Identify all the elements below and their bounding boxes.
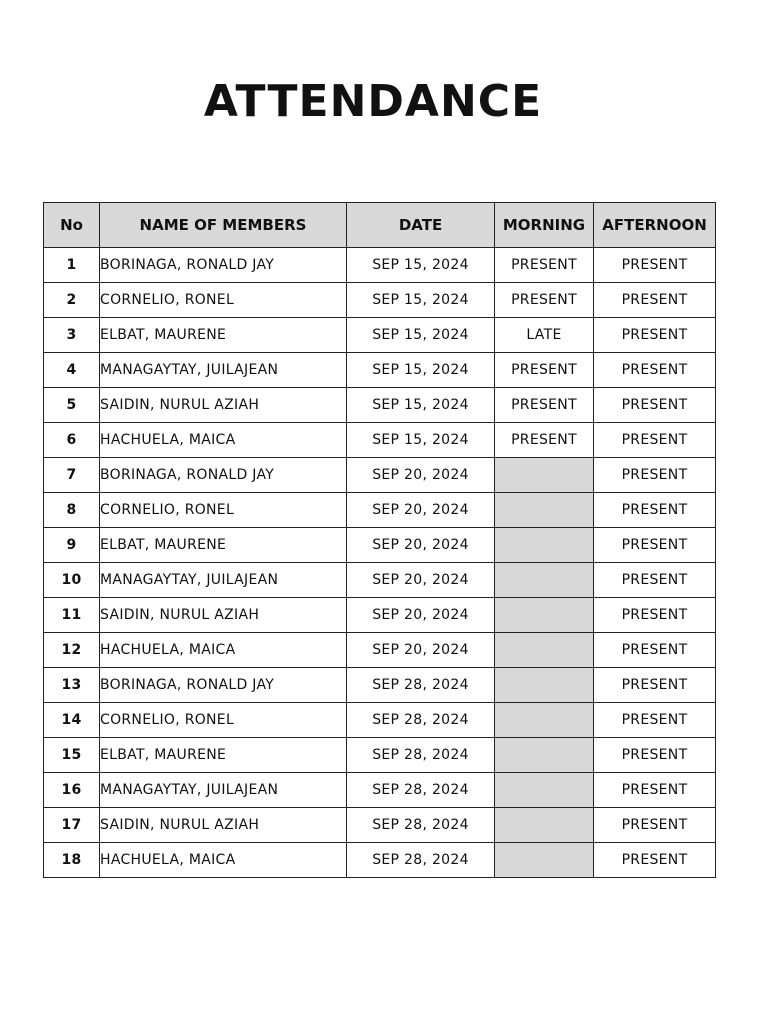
- table-row: [44, 738, 716, 773]
- table-row: [44, 528, 716, 563]
- table-row: [44, 423, 716, 458]
- cell-morning: PRESENT: [495, 248, 594, 283]
- header-date: DATE: [347, 203, 495, 248]
- cell-morning: [495, 738, 594, 773]
- header-no: No: [44, 203, 100, 248]
- cell-no: 5: [44, 388, 100, 423]
- cell-member-name: ELBAT, MAURENE: [100, 528, 347, 563]
- cell-no: 8: [44, 493, 100, 528]
- cell-morning: [495, 843, 594, 878]
- attendance-table: [43, 202, 716, 878]
- cell-morning: [495, 528, 594, 563]
- table-row: [44, 808, 716, 843]
- cell-afternoon: PRESENT: [594, 738, 716, 773]
- cell-afternoon: PRESENT: [594, 808, 716, 843]
- header-row: [44, 203, 716, 248]
- cell-member-name: BORINAGA, RONALD JAY: [100, 458, 347, 493]
- cell-member-name: MANAGAYTAY, JUILAJEAN: [100, 353, 347, 388]
- table-row: [44, 318, 716, 353]
- cell-morning: [495, 458, 594, 493]
- cell-member-name: CORNELIO, RONEL: [100, 703, 347, 738]
- cell-morning: [495, 808, 594, 843]
- cell-date: SEP 28, 2024: [347, 843, 495, 878]
- cell-afternoon: PRESENT: [594, 668, 716, 703]
- table-row: [44, 563, 716, 598]
- cell-afternoon: PRESENT: [594, 458, 716, 493]
- cell-date: SEP 20, 2024: [347, 528, 495, 563]
- cell-no: 7: [44, 458, 100, 493]
- cell-morning: PRESENT: [495, 353, 594, 388]
- page-title: ATTENDANCE: [203, 76, 543, 127]
- cell-morning: [495, 598, 594, 633]
- cell-date: SEP 28, 2024: [347, 738, 495, 773]
- cell-no: 4: [44, 353, 100, 388]
- cell-member-name: MANAGAYTAY, JUILAJEAN: [100, 563, 347, 598]
- cell-date: SEP 15, 2024: [347, 248, 495, 283]
- cell-no: 2: [44, 283, 100, 318]
- cell-afternoon: PRESENT: [594, 633, 716, 668]
- cell-member-name: SAIDIN, NURUL AZIAH: [100, 808, 347, 843]
- cell-morning: PRESENT: [495, 423, 594, 458]
- cell-date: SEP 20, 2024: [347, 458, 495, 493]
- table-row: [44, 248, 716, 283]
- cell-no: 11: [44, 598, 100, 633]
- cell-member-name: MANAGAYTAY, JUILAJEAN: [100, 773, 347, 808]
- table-row: [44, 388, 716, 423]
- cell-no: 10: [44, 563, 100, 598]
- cell-morning: LATE: [495, 318, 594, 353]
- cell-no: 17: [44, 808, 100, 843]
- cell-morning: PRESENT: [495, 388, 594, 423]
- cell-date: SEP 28, 2024: [347, 703, 495, 738]
- cell-date: SEP 15, 2024: [347, 388, 495, 423]
- cell-date: SEP 15, 2024: [347, 353, 495, 388]
- cell-morning: [495, 493, 594, 528]
- table-header: [44, 203, 716, 248]
- cell-afternoon: PRESENT: [594, 843, 716, 878]
- cell-morning: [495, 703, 594, 738]
- cell-member-name: SAIDIN, NURUL AZIAH: [100, 598, 347, 633]
- cell-member-name: ELBAT, MAURENE: [100, 318, 347, 353]
- cell-afternoon: PRESENT: [594, 248, 716, 283]
- cell-member-name: BORINAGA, RONALD JAY: [100, 668, 347, 703]
- cell-no: 16: [44, 773, 100, 808]
- cell-date: SEP 20, 2024: [347, 563, 495, 598]
- cell-date: SEP 20, 2024: [347, 493, 495, 528]
- cell-afternoon: PRESENT: [594, 493, 716, 528]
- cell-date: SEP 28, 2024: [347, 668, 495, 703]
- header-morning: MORNING: [495, 203, 594, 248]
- cell-afternoon: PRESENT: [594, 353, 716, 388]
- cell-afternoon: PRESENT: [594, 773, 716, 808]
- cell-member-name: CORNELIO, RONEL: [100, 283, 347, 318]
- cell-morning: [495, 773, 594, 808]
- table-row: [44, 843, 716, 878]
- cell-member-name: HACHUELA, MAICA: [100, 843, 347, 878]
- table-row: [44, 773, 716, 808]
- cell-no: 13: [44, 668, 100, 703]
- table-row: [44, 668, 716, 703]
- table-body: [44, 248, 716, 878]
- cell-member-name: ELBAT, MAURENE: [100, 738, 347, 773]
- cell-date: SEP 15, 2024: [347, 318, 495, 353]
- cell-afternoon: PRESENT: [594, 423, 716, 458]
- cell-no: 9: [44, 528, 100, 563]
- table-row: [44, 633, 716, 668]
- table-row: [44, 703, 716, 738]
- cell-afternoon: PRESENT: [594, 388, 716, 423]
- cell-no: 14: [44, 703, 100, 738]
- cell-no: 3: [44, 318, 100, 353]
- cell-date: SEP 20, 2024: [347, 633, 495, 668]
- cell-afternoon: PRESENT: [594, 283, 716, 318]
- table-row: [44, 353, 716, 388]
- cell-no: 1: [44, 248, 100, 283]
- cell-member-name: HACHUELA, MAICA: [100, 423, 347, 458]
- table-row: [44, 283, 716, 318]
- table-row: [44, 598, 716, 633]
- table-row: [44, 458, 716, 493]
- cell-date: SEP 28, 2024: [347, 808, 495, 843]
- cell-no: 18: [44, 843, 100, 878]
- cell-date: SEP 28, 2024: [347, 773, 495, 808]
- cell-morning: PRESENT: [495, 283, 594, 318]
- cell-afternoon: PRESENT: [594, 703, 716, 738]
- table-row: [44, 493, 716, 528]
- cell-no: 6: [44, 423, 100, 458]
- cell-morning: [495, 633, 594, 668]
- cell-afternoon: PRESENT: [594, 563, 716, 598]
- cell-date: SEP 15, 2024: [347, 423, 495, 458]
- cell-date: SEP 15, 2024: [347, 283, 495, 318]
- cell-afternoon: PRESENT: [594, 528, 716, 563]
- cell-date: SEP 20, 2024: [347, 598, 495, 633]
- cell-member-name: CORNELIO, RONEL: [100, 493, 347, 528]
- header-afternoon: AFTERNOON: [594, 203, 716, 248]
- cell-member-name: HACHUELA, MAICA: [100, 633, 347, 668]
- cell-member-name: SAIDIN, NURUL AZIAH: [100, 388, 347, 423]
- header-name: NAME OF MEMBERS: [100, 203, 347, 248]
- cell-member-name: BORINAGA, RONALD JAY: [100, 248, 347, 283]
- cell-morning: [495, 563, 594, 598]
- cell-no: 15: [44, 738, 100, 773]
- cell-morning: [495, 668, 594, 703]
- cell-afternoon: PRESENT: [594, 598, 716, 633]
- cell-no: 12: [44, 633, 100, 668]
- cell-afternoon: PRESENT: [594, 318, 716, 353]
